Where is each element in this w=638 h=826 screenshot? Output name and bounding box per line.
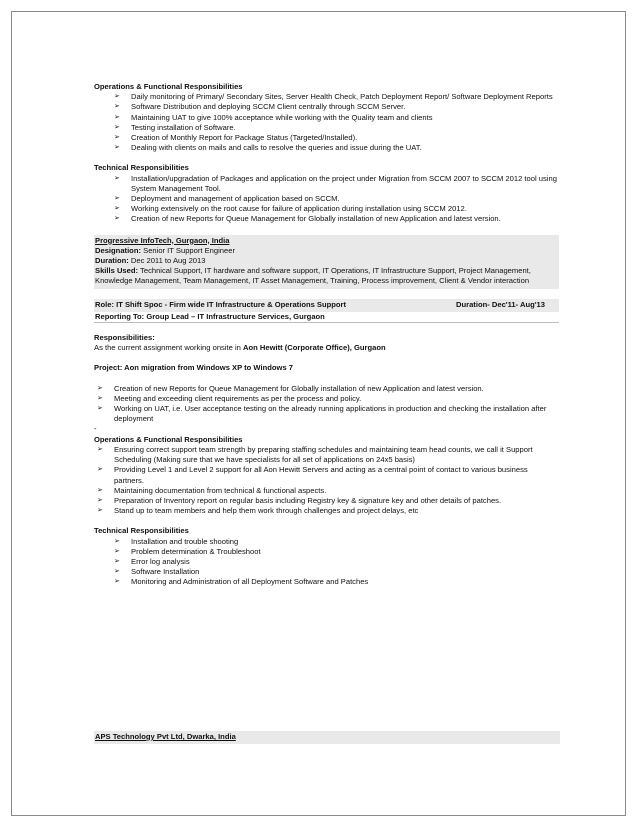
arrow-bullet-icon: ➢ (97, 384, 103, 392)
company-block (94, 235, 559, 289)
list-item: ➢ Stand up to team members and help them work through challenges and project delays, etc (97, 506, 419, 516)
list-item: ➢ Daily monitoring of Primary/ Secondary Sites, Server Health Check, Patch Deployment Report/ Software Deployment Reports (114, 92, 553, 102)
tech-list-1 (94, 174, 559, 225)
list-item: ➢ Working on UAT, i.e. User acceptance testing on the already running applications in production and checking the installation after deployment (97, 404, 547, 424)
list-item: ➢ Problem determination & Troubleshoot (114, 546, 261, 556)
duration-line: Duration: Dec 2011 to Aug 2013 (95, 256, 206, 266)
list-item: ➢ Dealing with clients on mails and calls to resolve the queries and issue during the UAT. (114, 143, 422, 153)
arrow-bullet-icon: ➢ (114, 568, 120, 576)
dash-marker: - (94, 424, 97, 434)
arrow-bullet-icon: ➢ (97, 445, 103, 453)
designation-line: Designation: Senior IT Support Engineer (95, 245, 236, 255)
list-item: ➢ Maintaining UAT to give 100% acceptance while working with the Quality team and clients (114, 112, 433, 122)
company-name: Progressive InfoTech, Gurgaon, India (95, 235, 230, 245)
arrow-bullet-icon: ➢ (114, 215, 120, 223)
arrow-bullet-icon: ➢ (114, 93, 120, 101)
role-duration: Duration- Dec'11- Aug'13 (456, 299, 545, 309)
resume-page (11, 11, 626, 816)
arrow-bullet-icon: ➢ (97, 466, 103, 474)
tech-heading-2: Technical Responsibilities (94, 526, 189, 536)
ops-list-2 (94, 445, 559, 516)
list-item: ➢ Monitoring and Administration of all Deployment Software and Patches (114, 577, 369, 587)
arrow-bullet-icon: ➢ (114, 547, 120, 555)
responsibilities-text: As the current assignment working onsite in Aon Hewitt (Corporate Office), Gurgaon (94, 343, 386, 353)
tech-list-2 (94, 537, 559, 588)
project-list (94, 384, 559, 425)
list-item: ➢ Working extensively on the root cause for failure of application during installation using SCCM 2012. (114, 204, 467, 214)
list-item: ➢ Software Installation (114, 567, 200, 577)
list-item: ➢ Providing Level 1 and Level 2 support for all Aon Hewitt Servers and acting as a central point of contact to various business partners. (97, 465, 528, 485)
list-item: ➢ Creation of Monthly Report for Package Status (Targeted/Installed). (114, 133, 358, 143)
list-item: ➢ Error log analysis (114, 556, 190, 566)
arrow-bullet-icon: ➢ (114, 113, 120, 121)
project-title: Project: Aon migration from Windows XP to Windows 7 (94, 363, 293, 373)
tech-heading-1: Technical Responsibilities (94, 163, 189, 173)
arrow-bullet-icon: ➢ (114, 174, 120, 182)
arrow-bullet-icon: ➢ (97, 507, 103, 515)
company-name-2: APS Technology Pvt Ltd, Dwarka, India (95, 732, 236, 741)
list-item: ➢ Meeting and exceeding client requirements as per the process and policy. (97, 393, 362, 403)
arrow-bullet-icon: ➢ (97, 405, 103, 413)
reporting-line: Reporting To: Group Lead – IT Infrastructure Services, Gurgaon (95, 311, 325, 321)
arrow-bullet-icon: ➢ (114, 195, 120, 203)
role-title: Role: IT Shift Spoc - Firm wide IT Infrastructure & Operations Support (95, 299, 347, 309)
arrow-bullet-icon: ➢ (97, 496, 103, 504)
arrow-bullet-icon: ➢ (114, 205, 120, 213)
list-item: ➢ Creation of new Reports for Queue Management for Globally installation of new Application and latest version. (114, 214, 501, 224)
arrow-bullet-icon: ➢ (114, 103, 120, 111)
role-block (94, 299, 559, 312)
arrow-bullet-icon: ➢ (97, 394, 103, 402)
list-item: ➢ Preparation of Inventory report on regular basis including Registry key & signature key and other details of patches. (97, 495, 502, 505)
ops-heading-1: Operations & Functional Responsibilities (94, 82, 243, 91)
list-item: ➢ Installation and trouble shooting (114, 536, 239, 546)
arrow-bullet-icon: ➢ (114, 557, 120, 565)
skills-line: Skills Used: Technical Support, IT hardware and software support, IT Operations, IT Infrastructure Support, Project Management, Knowledge Management, Team Management, IT Asset Management, Training, Process improvement, Client & Vendor interaction (95, 266, 531, 286)
arrow-bullet-icon: ➢ (114, 123, 120, 131)
list-item: ➢ Deployment and management of application based on SCCM. (114, 194, 340, 204)
list-item: ➢ Maintaining documentation from technical & functional aspects. (97, 485, 327, 495)
list-item: ➢ Creation of new Reports for Queue Management for Globally installation of new Application and latest version. (97, 383, 484, 393)
arrow-bullet-icon: ➢ (97, 486, 103, 494)
arrow-bullet-icon: ➢ (114, 537, 120, 545)
arrow-bullet-icon: ➢ (114, 578, 120, 586)
list-item: ➢ Software Distribution and deploying SCCM Client centrally through SCCM Server. (114, 102, 406, 112)
arrow-bullet-icon: ➢ (114, 134, 120, 142)
ops-list-1 (94, 92, 559, 153)
resume-content (94, 82, 559, 588)
ops-heading-2: Operations & Functional Responsibilities (94, 434, 243, 444)
arrow-bullet-icon: ➢ (114, 144, 120, 152)
company-block-2 (94, 731, 560, 744)
list-item: ➢ Installation/upgradation of Packages and application on the project under Migration from SCCM 2007 to SCCM 2012 tool using System Management Tool. (114, 173, 557, 193)
list-item: ➢ Testing installation of Software. (114, 122, 236, 132)
responsibilities-heading: Responsibilities: (94, 333, 155, 343)
list-item: ➢ Ensuring correct support team strength by preparing staffing schedules and maintaining team head counts, we call it Support Scheduling (Making sure that we have specialists for all set of applications on 24x5 basis) (97, 444, 533, 465)
